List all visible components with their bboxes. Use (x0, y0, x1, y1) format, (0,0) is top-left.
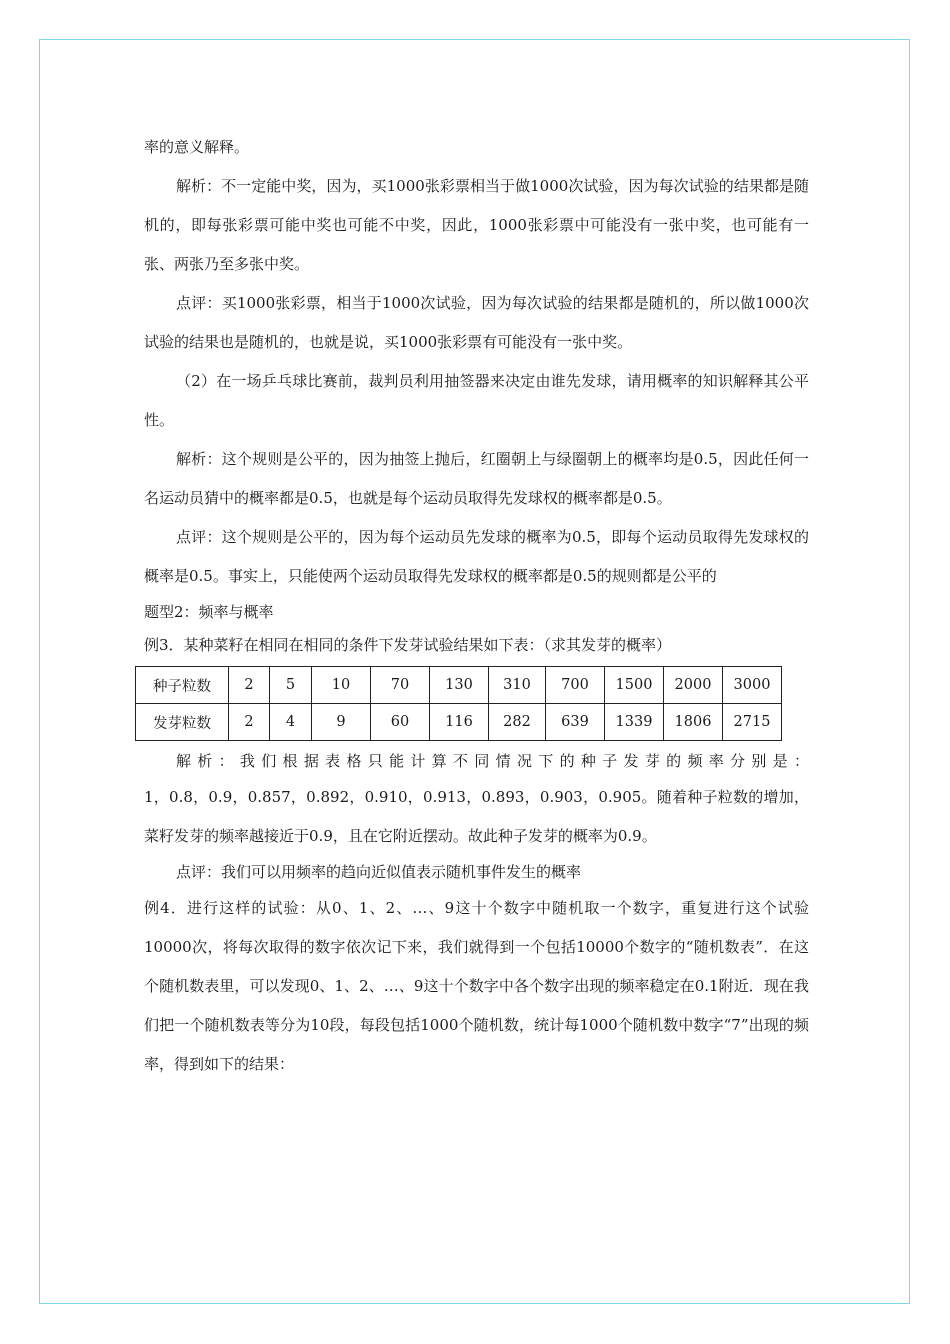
table-row-sprouted (136, 704, 782, 741)
table-cell: 282 (489, 704, 546, 741)
table-cell: 130 (430, 667, 489, 704)
table-cell: 2715 (723, 704, 782, 741)
table-row-seeds (136, 667, 782, 704)
example-3-text: 例3．某种菜籽在相同在相同的条件下发芽试验结果如下表：（求其发芽的概率） (144, 636, 672, 654)
table-cell: 639 (546, 704, 605, 741)
table-cell: 60 (371, 704, 430, 741)
example-4-text: 例4．进行这样的试验：从0、1、2、…、9这十个数字中随机取一个数字，重复进行这个试验10000次，将每次取得的数字依次记下来，我们就得到一个包括10000个数字的“随机数表”．在这个随机数表里，可以发现0、1、2、…、9这十个数字中各个数字出现的频率稳定在0.1附近．现在我们把一个随机数表等分为10段，每段包括1000个随机数，统计每1000个随机数中数字“7”出现的频率，得到如下的结果： (144, 899, 809, 1073)
document-body (144, 128, 809, 1084)
table-cell: 700 (546, 667, 605, 704)
table-cell: 310 (489, 667, 546, 704)
paragraph-5: 解析：这个规则是公平的，因为抽签上抛后，红圈朝上与绿圈朝上的概率均是0.5，因此任何一名运动员猜中的概率都是0.5，也就是每个运动员取得先发球权的概率都是0.5。 (144, 450, 809, 507)
paragraph-analysis-3: 解析：我们根据表格只能计算不同情况下的种子发芽的频率分别是： (176, 752, 809, 770)
table-cell: 9 (312, 704, 371, 741)
table-cell: 1806 (664, 704, 723, 741)
table-cell: 2 (229, 704, 270, 741)
paragraph-2: 解析：不一定能中奖，因为，买1000张彩票相当于做1000次试验，因为每次试验的结果都是随机的，即每张彩票可能中奖也可能不中奖，因此，1000张彩票中可能没有一张中奖，也可能有一张、两张乃至多张中奖。 (144, 177, 809, 273)
table-cell: 1339 (605, 704, 664, 741)
table-cell: 种子粒数 (136, 667, 229, 704)
table-cell: 1500 (605, 667, 664, 704)
table-cell: 116 (430, 704, 489, 741)
table-cell: 5 (270, 667, 312, 704)
paragraph-4: （2）在一场乒乓球比赛前，裁判员利用抽签器来决定由谁先发球，请用概率的知识解释其公平性。 (144, 372, 809, 429)
paragraph-1: 率的意义解释。 (144, 138, 250, 156)
paragraph-comment-3: 点评：我们可以用频率的趋向近似值表示随机事件发生的概率 (176, 863, 582, 881)
paragraph-6: 点评：这个规则是公平的，因为每个运动员先发球的概率为0.5，即每个运动员取得先发球权的概率是0.5。事实上，只能使两个运动员取得先发球权的概率都是0.5的规则都是公平的 (144, 528, 809, 585)
section-heading: 题型2：频率与概率 (144, 603, 274, 621)
table-cell: 2000 (664, 667, 723, 704)
paragraph-3: 点评：买1000张彩票，相当于1000次试验，因为每次试验的结果都是随机的，所以做1000次试验的结果也是随机的，也就是说，买1000张彩票有可能没有一张中奖。 (144, 294, 809, 351)
table-cell: 3000 (723, 667, 782, 704)
table-cell: 10 (312, 667, 371, 704)
table-cell: 70 (371, 667, 430, 704)
germination-table (135, 666, 782, 741)
table-cell: 2 (229, 667, 270, 704)
table-cell: 发芽粒数 (136, 704, 229, 741)
table-cell: 4 (270, 704, 312, 741)
paragraph-analysis-3-cont: 1，0.8，0.9，0.857，0.892，0.910，0.913，0.893，0.903，0.905。随着种子粒数的增加，菜籽发芽的频率越接近于0.9，且在它附近摆动。故此种子发芽的概率为0.9。 (144, 788, 809, 845)
